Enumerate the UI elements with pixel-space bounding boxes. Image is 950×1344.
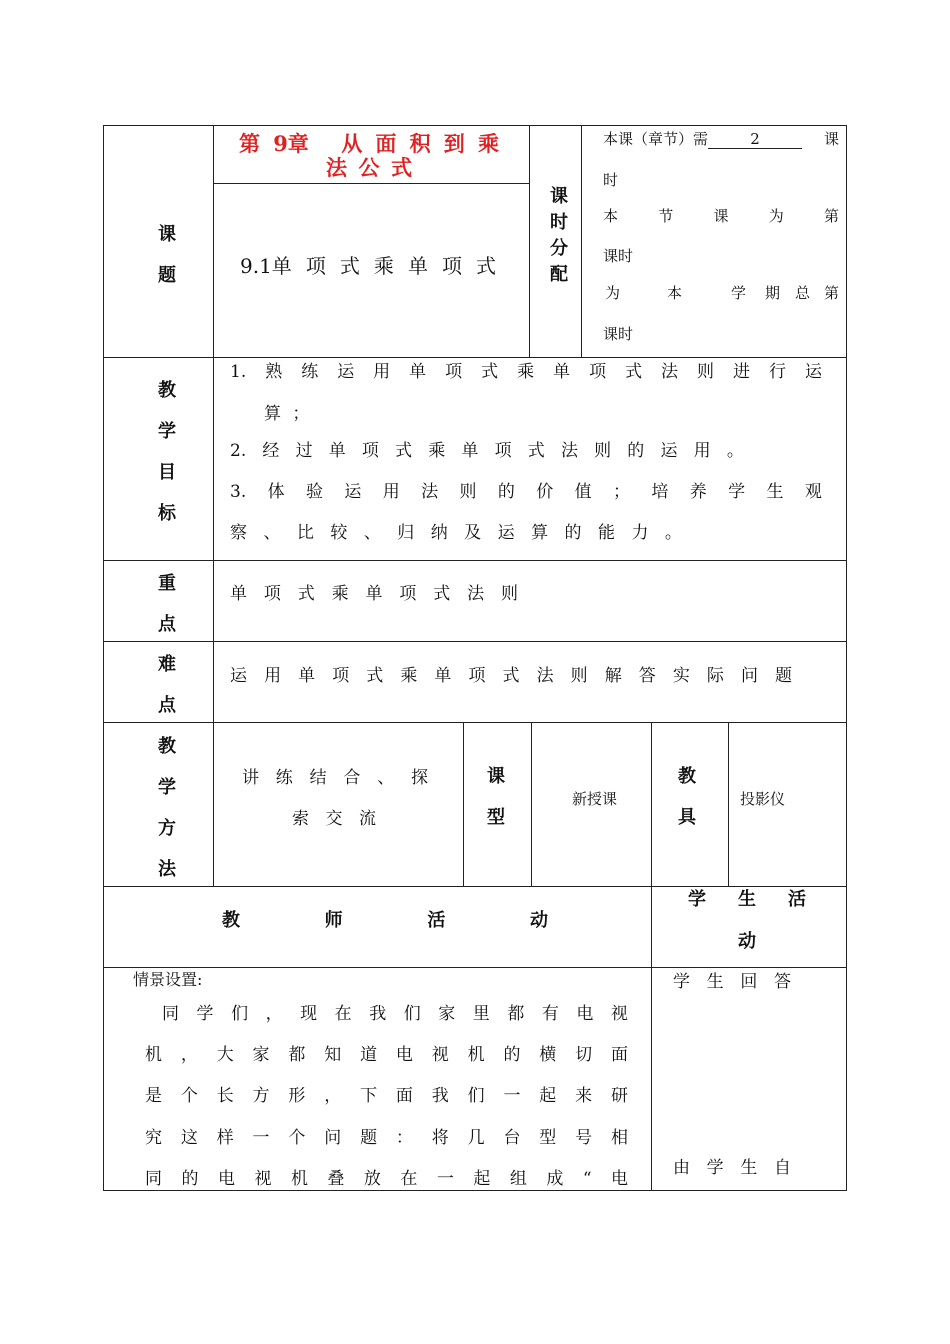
text-char: 都 [507,1004,525,1024]
text-char: 用 [264,666,282,686]
text-char: 流 [359,809,376,829]
text-char: 回 [740,972,758,992]
col-divider [581,125,582,358]
text-char: 单 [461,441,479,461]
title-char: 面 [375,131,397,156]
text-char: 价 [536,482,554,502]
text-char: 运 [344,482,362,502]
text-char: 研 [610,1086,628,1106]
text-char: 则 [594,441,612,461]
allocation-line2: 时 [603,171,619,189]
header-char: 活 [427,910,446,931]
lesson-type-label [476,756,516,838]
text-char: 这 [180,1128,198,1148]
text-char: 运 [497,523,515,543]
section-char: 单 [407,254,428,278]
label-char: 标 [158,503,176,524]
section-char: 式 [476,254,496,278]
text-char: 的 [181,1169,199,1189]
text-char: 算 [531,523,549,543]
allocation-line6: 课时 [603,325,634,343]
topic-label [147,214,187,296]
text-char: 放 [363,1169,381,1189]
title-char: 从 [341,131,363,156]
text-char: 实 [672,666,690,686]
method-line1 [242,768,428,788]
table-border-left [103,125,104,1191]
text-char: 单 [409,362,427,382]
text-char: 过 [295,441,313,461]
objective-1-line2: 算 ； [264,404,310,424]
text-char: 几 [467,1128,485,1148]
scenario-heading: 情景设置: [133,970,203,989]
text-char: 节 [658,207,674,225]
text-char: 电 [395,1045,413,1065]
text-char: 培 [651,482,669,502]
text-char: 探 [410,768,428,788]
label-char: 题 [158,265,176,286]
label-char: 学 [158,421,176,442]
text-char: 面 [610,1045,628,1065]
text-char: 养 [689,482,707,502]
text-char: 来 [575,1086,593,1106]
title-char: 第 [239,131,260,156]
text-char: 们 [231,1004,249,1024]
text-char: 运 [660,441,678,461]
title-char: 乘 [477,131,499,156]
text-char: 式 [527,441,545,461]
teacher-text-line5 [145,1169,628,1189]
text-char: 项 [494,441,512,461]
chapter-title-line2 [326,156,412,180]
text-char: 学 [673,972,690,992]
text-char: 都 [288,1045,306,1065]
text-char: 横 [539,1045,557,1065]
text-char: 们 [403,1004,421,1024]
text-char: 究 [145,1128,162,1148]
text-char: 、 [377,768,395,788]
text-char: 有 [541,1004,559,1024]
text-char: 问 [740,666,758,686]
section-title [240,254,496,278]
text-char: 学 [196,1004,214,1024]
text-char: “ [582,1169,592,1189]
text-char: 答 [773,972,791,992]
text-char: 起 [539,1086,557,1106]
text-char: 单 [328,441,346,461]
text-char: 值 [574,482,592,502]
text-char: 验 [305,482,323,502]
text-char: 型 [539,1128,557,1148]
text-char: 熟 [265,362,283,382]
text-char: 个 [288,1128,306,1148]
title-char: 9章 [273,131,309,156]
text-char: 、 [263,523,281,543]
title-char: 法 [326,155,347,180]
section-char: 9.1单 [240,254,292,278]
text-char: 第 [823,207,839,225]
text-char: 学 [706,1158,724,1178]
text-char: 乘 [428,441,446,461]
label-char: 法 [158,859,176,880]
text-char: 道 [360,1045,378,1065]
text-char: 练 [275,768,293,788]
label-char: 难 [158,654,176,675]
label-char: 教 [158,736,176,757]
student-answer-text [673,972,791,992]
allocation-suffix: 课 [823,130,839,148]
label-char: 分 [550,238,568,259]
student-activity-header-line1 [688,890,806,910]
text-char: 我 [431,1086,449,1106]
text-char: 法 [467,584,485,604]
text-char: 式 [395,441,413,461]
text-char: 长 [216,1086,234,1106]
label-char: 点 [158,695,176,716]
text-char: 际 [706,666,724,686]
text-char: 能 [597,523,615,543]
title-char: 到 [443,131,465,156]
objective-3-line1 [230,482,822,502]
text-char: 相 [610,1128,628,1148]
label-char: 型 [487,807,505,828]
teaching-tool-label [667,756,707,838]
label-char: 配 [550,264,568,285]
text-char: 索 [292,809,309,829]
text-char: 家 [438,1004,456,1024]
text-char: 观 [804,482,822,502]
col-divider [728,722,729,887]
allocation-prefix: 本课（章节）需 [603,130,709,148]
table-border-top [103,125,847,126]
label-char: 教 [678,766,696,787]
section-char: 项 [441,254,462,278]
row-divider [214,183,529,184]
text-char: 用 [693,441,711,461]
text-char: 个 [180,1086,198,1106]
chapter-title-line1 [239,131,499,157]
text-char: 单 [298,666,316,686]
text-char: 我 [369,1004,387,1024]
text-char: 则 [697,362,715,382]
section-char: 项 [305,254,326,278]
text-char: 台 [503,1128,521,1148]
text-char: 的 [564,523,582,543]
text-char: 一 [252,1128,270,1148]
text-char: 用 [373,362,391,382]
header-char: 活 [788,889,806,910]
section-char: 式 [339,254,360,278]
text-char: 知 [324,1045,342,1065]
text-char: 法 [536,666,554,686]
col-divider [651,722,652,1191]
text-char: 叠 [327,1169,345,1189]
text-char: ： [395,1128,413,1148]
text-char: 运 [804,362,822,382]
text-char: 察 [230,523,247,543]
text-char: 形 [288,1086,306,1106]
student-activity-header-line2: 动 [738,931,756,952]
text-char: ， [180,1045,198,1065]
text-char: 本 [667,284,683,302]
text-char: 经 [262,441,280,461]
text-char: 项 [361,441,379,461]
header-char: 师 [324,910,343,931]
text-char: 学 [728,482,746,502]
lesson-type-value: 新授课 [572,790,618,808]
teaching-tool-value: 投影仪 [740,790,786,808]
text-char: 一 [503,1086,521,1106]
text-char: 交 [325,809,343,829]
text-char: 力 [631,523,649,543]
text-char: 将 [431,1128,449,1148]
text-char: 项 [332,666,350,686]
key-point-text [230,584,518,604]
text-char: 电 [611,1169,628,1189]
text-char: 单 [230,584,247,604]
text-char: 由 [673,1158,690,1178]
text-char: 解 [604,666,622,686]
text-char: 单 [434,666,452,686]
text-char: 3. [230,482,247,502]
text-char: 在 [400,1169,418,1189]
text-char: 行 [769,362,786,382]
hours-value: 2 [708,130,802,149]
header-char: 教 [222,910,240,931]
header-char: 生 [738,889,756,910]
col-divider [529,125,530,358]
text-char: 法 [560,441,578,461]
row-divider [103,357,847,358]
table-border-right [846,125,847,1191]
text-char: 切 [575,1045,593,1065]
text-char: 运 [337,362,355,382]
text-char: 则 [459,482,477,502]
allocation-line1 [603,129,839,149]
text-char: 项 [445,362,463,382]
text-char: 电 [576,1004,594,1024]
text-char: 期 [765,284,781,302]
text-char: ， [324,1086,342,1106]
objective-1-line1 [230,362,822,382]
text-char: 体 [267,482,285,502]
text-char: 组 [509,1169,527,1189]
text-char: 生 [706,972,724,992]
teacher-text-line3 [145,1086,628,1106]
row-divider [103,967,847,968]
text-char: 项 [263,584,281,604]
text-char: 运 [230,666,247,686]
text-char: 家 [252,1045,270,1065]
label-char: 具 [678,807,696,828]
text-char: 总 [795,284,811,302]
text-char: 。 [664,523,682,543]
label-char: 课 [550,186,568,207]
text-char: 起 [473,1169,491,1189]
header-char: 学 [688,889,706,910]
text-char: ， [265,1004,283,1024]
text-char: 的 [503,1045,521,1065]
text-char: 2. [230,441,247,461]
objective-3-line2 [230,523,682,543]
text-char: 题 [775,666,792,686]
text-char: 是 [145,1086,162,1106]
text-char: 大 [216,1045,234,1065]
text-char: 答 [638,666,656,686]
text-char: 为 [768,207,784,225]
text-char: 本 [603,207,619,225]
header-char: 动 [529,910,548,931]
row-divider [103,641,847,642]
title-char: 积 [409,131,431,156]
text-char: 里 [472,1004,490,1024]
text-char: 机 [290,1169,308,1189]
text-char: 视 [431,1045,449,1065]
text-char: 们 [467,1086,485,1106]
text-char: 机 [145,1045,162,1065]
text-char: 单 [553,362,571,382]
difficulty-text [230,666,792,686]
allocation-line4: 课时 [603,247,634,265]
section-char: 乘 [373,254,394,278]
method-label [147,726,187,890]
label-char: 时 [550,212,568,233]
allocation-label [539,184,579,288]
text-char: 归 [397,523,415,543]
label-char: 点 [158,614,176,635]
teacher-text-line1 [162,1004,628,1024]
title-char: 式 [391,155,412,180]
text-char: 项 [468,666,486,686]
method-line2 [292,809,376,829]
text-char: 同 [145,1169,162,1189]
text-char: 较 [330,523,348,543]
text-char: 课 [713,207,729,225]
objective-2 [230,441,744,461]
text-char: 进 [733,362,751,382]
text-char: 乘 [517,362,535,382]
text-char: 学 [731,284,747,302]
text-char: 视 [254,1169,272,1189]
text-char: 现 [300,1004,318,1024]
text-char: 下 [360,1086,378,1106]
text-char: 纳 [430,523,448,543]
text-char: 方 [252,1086,270,1106]
text-char: 则 [501,584,518,604]
row-divider [103,722,847,723]
text-char: 式 [481,362,499,382]
text-char: 合 [343,768,361,788]
text-char: 乘 [400,666,418,686]
text-char: 自 [773,1158,791,1178]
text-char: 讲 [242,768,259,788]
label-char: 课 [487,766,505,787]
difficulty-label [147,644,187,726]
text-char: 法 [421,482,439,502]
text-char: 、 [363,523,381,543]
text-char: 问 [324,1128,342,1148]
label-char: 方 [158,818,176,839]
text-char: 机 [467,1045,485,1065]
text-char: 式 [625,362,643,382]
text-char: 的 [497,482,515,502]
title-char: 公 [358,155,380,180]
label-char: 学 [158,777,176,798]
col-divider [531,722,532,887]
text-char: 生 [766,482,784,502]
text-char: 生 [740,1158,758,1178]
text-char: 号 [575,1128,593,1148]
col-divider [463,722,464,887]
text-char: 单 [365,584,383,604]
row-divider [103,560,847,561]
text-char: 项 [399,584,417,604]
text-char: 一 [436,1169,454,1189]
text-char: 1. [230,362,247,382]
objectives-label [147,370,187,534]
text-char: 第 [824,284,840,302]
teacher-text-line2 [145,1045,628,1065]
text-char: 则 [570,666,588,686]
text-char: 结 [309,768,327,788]
col-divider [213,125,214,887]
text-char: 电 [217,1169,235,1189]
text-char: 练 [301,362,319,382]
teacher-text-line4 [145,1128,628,1148]
text-char: 式 [297,584,315,604]
text-char: 法 [661,362,679,382]
text-char: 及 [464,523,482,543]
student-self-text [673,1158,791,1178]
text-char: 。 [726,441,744,461]
label-char: 目 [158,462,176,483]
text-char: 式 [433,584,451,604]
text-char: 样 [216,1128,234,1148]
label-char: 课 [158,224,176,245]
text-char: 式 [366,666,384,686]
text-char: ； [612,482,630,502]
text-char: 用 [382,482,400,502]
table-border-bottom [103,1190,847,1191]
text-char: 题 [360,1128,378,1148]
text-char: 乘 [331,584,349,604]
text-char: 成 [546,1169,564,1189]
key-point-label [147,563,187,645]
text-char: 面 [395,1086,413,1106]
label-char: 重 [158,573,176,594]
text-char: 为 [605,284,621,302]
text-char: 式 [502,666,520,686]
text-char: 的 [627,441,645,461]
text-char: 在 [334,1004,352,1024]
teacher-activity-header [222,911,548,931]
text-char: 视 [610,1004,628,1024]
label-char: 教 [158,380,176,401]
text-char: 比 [296,523,314,543]
text-char: 同 [162,1004,179,1024]
text-char: 项 [589,362,607,382]
allocation-line3 [603,206,839,226]
row-divider [103,886,847,887]
